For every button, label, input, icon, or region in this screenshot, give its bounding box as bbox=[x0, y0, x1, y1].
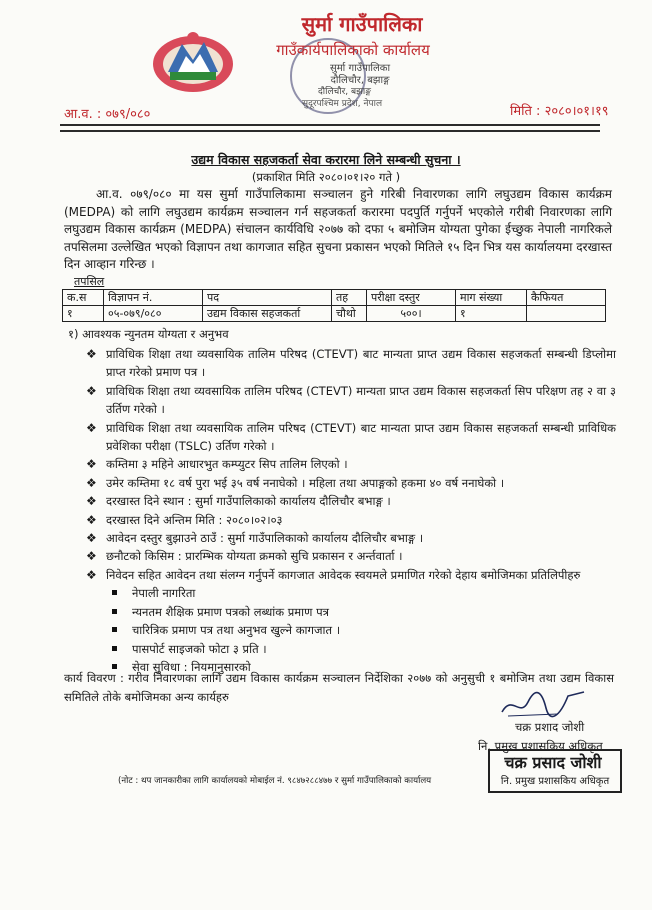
diamond-bullet-icon: ❖ bbox=[86, 531, 97, 546]
diamond-bullet-icon: ❖ bbox=[86, 494, 97, 509]
table-header: क.स bbox=[63, 290, 104, 306]
published-date: (प्रकाशित मिति २०८०।०१।२० गते ) bbox=[251, 170, 401, 184]
table-cell: चौथो bbox=[332, 306, 367, 322]
document-item: सेवा सुविधा : नियमानुसारको bbox=[86, 658, 616, 676]
handwritten-signature bbox=[498, 688, 588, 720]
office-name: गाउँकार्यपालिकाको कार्यालय bbox=[276, 41, 430, 59]
table-header: माग संख्या bbox=[456, 290, 527, 306]
square-bullet-icon bbox=[112, 627, 117, 632]
table-cell: १ bbox=[63, 306, 104, 322]
list-item: ❖ प्राविधिक शिक्षा तथा व्यवसायिक तालिम परिषद (CTEVT) बाट मान्यता प्राप्त उद्यम विकास सहजकर्ता सम्बन्धी प्राविधिक प्रवेशिका परीक्षा (TSLC) उर्तिण गरेको । bbox=[86, 420, 616, 454]
stamp-title: नि. प्रमुख प्रशासकिय अधिकृत bbox=[500, 776, 610, 787]
footer-note: (नोट : थप जानकारीका लागि कार्यालयको मोबाईल नं. ९८४७२८८४७७ र सुर्मा गाउँपालिकाको कार्यालय bbox=[118, 776, 432, 786]
list-item: ❖ प्राविधिक शिक्षा तथा व्यवसायिक तालिम परिषद (CTEVT) बाट मान्यता प्राप्त उद्यम विकास सहजकर्ता सम्बन्धी डिप्लोमा प्राप्त गरेको प्रमाण पत्र । bbox=[86, 347, 616, 380]
table-caption: तपसिल bbox=[74, 275, 105, 288]
list-item: ❖ दरखास्त दिने स्थान : सुर्मा गाउँपालिकाको कार्यालय दौलिचौर बभाङ्ग । bbox=[86, 492, 616, 510]
diamond-bullet-icon: ❖ bbox=[86, 475, 97, 490]
square-bullet-icon bbox=[112, 609, 117, 614]
diamond-bullet-icon: ❖ bbox=[86, 457, 97, 472]
list-item: ❖ उमेर कम्तिमा १८ वर्ष पुरा भई ३५ वर्ष ननाघेको । महिला तथा अपाङ्गको हकमा ४० वर्ष ननाघेको । bbox=[86, 474, 616, 492]
document-item: पासपोर्ट साइजको फोटा ३ प्रति । bbox=[86, 640, 616, 658]
table-header: पद bbox=[203, 290, 332, 306]
table-cell: १ bbox=[456, 306, 527, 322]
table-header: परीक्षा दस्तुर bbox=[367, 290, 456, 306]
requirements-list bbox=[86, 345, 616, 676]
table-row bbox=[63, 306, 606, 322]
document-item: चारित्रिक प्रमाण पत्र तथा अनुभव खुल्ने कागजात । bbox=[86, 621, 616, 639]
table-cell: ५००। bbox=[367, 306, 456, 322]
list-item: ❖ कम्तिमा ३ महिने आधारभुत कम्प्युटर सिप तालिम लिएको । bbox=[86, 455, 616, 473]
diamond-bullet-icon: ❖ bbox=[86, 420, 97, 435]
notice-title: उद्यम विकास सहजकर्ता सेवा करारमा लिने सम्बन्धी सुचना । bbox=[191, 152, 461, 167]
seal-line-2: दौलिचौर, बझाङ्ग bbox=[318, 87, 371, 97]
table-header: कैफियत bbox=[527, 290, 606, 306]
diamond-bullet-icon: ❖ bbox=[86, 512, 97, 527]
nepal-emblem-icon bbox=[150, 30, 236, 94]
diamond-bullet-icon: ❖ bbox=[86, 383, 97, 398]
header-divider-2 bbox=[60, 130, 600, 132]
header-divider bbox=[60, 124, 600, 126]
table-header: तह bbox=[332, 290, 367, 306]
list-item: ❖ छनौटको किसिम : प्रारम्भिक योग्यता क्रमको सुचि प्रकासन र अर्न्तवार्ता । bbox=[86, 547, 616, 565]
work-description: कार्य विवरण : गरीव निवारणका लागि उद्यम विकास कार्यक्रम सञ्चालन निर्देशिका २०७७ को अनुसुची १ बमोजिम तथा उद्यम विकास समितिले तोके बमोजिमका अन्य कार्यहरु bbox=[64, 671, 614, 704]
notice-body: आ.व. ०७९/०८० मा यस सुर्मा गाउँपालिकामा सञ्चालन हुने गरिबी निवारणका लागि लघुउद्यम विकास कार्यक्रम (MEDPA) को लागि लघुउद्यम कार्यक्रम सञ्चालन गर्न सहजकर्ता करारमा पदपुर्ति गर्नुपर्ने भएकोले गरीबी निवारणका लागि लघुउद्यम विकास कार्यक्रम (MEDPA) संचालन कार्यविधि २०७७ को दफा ५ बमोजिम योग्यता पुगेका ईच्छुक नेपाली नागरिकले तपसिलमा उल्लेखित भएको विज्ञापन तथा कागजात सहित सुचना प्रकासन भएको मितिले १५ दिन भित्र यस कार्यालयमा दरखास्त दिन आव्हान गरिन्छ । bbox=[64, 187, 612, 272]
table-header: विज्ञापन नं. bbox=[104, 290, 203, 306]
table-cell bbox=[527, 306, 606, 322]
municipality-name: सुर्मा गाउँपालिका bbox=[301, 12, 423, 36]
diamond-bullet-icon: ❖ bbox=[86, 549, 97, 564]
document-item: न्यनतम शैक्षिक प्रमाण पत्रको लब्धांक प्रमाण पत्र bbox=[86, 603, 616, 621]
signatory-title: नि. प्रमुख प्रशासकिय अधिकृत bbox=[478, 739, 603, 753]
address-line-1: दौलिचौर, बझाङ्ग bbox=[330, 75, 390, 86]
square-bullet-icon bbox=[112, 590, 117, 595]
table-cell: उद्यम विकास सहजकर्ता bbox=[203, 306, 332, 322]
address-line-2: सुदूरपश्चिम प्रदेश, नेपाल bbox=[302, 99, 383, 109]
vacancy-table bbox=[62, 289, 606, 322]
list-item: ❖ निवेदन सहित आवेदन तथा संलग्न गर्नुपर्ने कागजात आवेदक स्वयमले प्रमाणित गरेको देहाय बमोजिमका प्रतिलिपीहरु bbox=[86, 566, 616, 584]
diamond-bullet-icon: ❖ bbox=[86, 567, 97, 582]
document-item: नेपाली नागरिता bbox=[86, 584, 616, 602]
signatory-name: चक्र प्रशाद जोशी bbox=[515, 720, 585, 734]
square-bullet-icon bbox=[112, 646, 117, 651]
fiscal-year: आ.व. : ०७९/०८० bbox=[64, 107, 151, 122]
letter-date: मिति : २०८०।०१।१९ bbox=[510, 104, 609, 119]
stamp-name: चक्र प्रसाद जोशी bbox=[504, 753, 602, 772]
list-item: ❖ दरखास्त दिने अन्तिम मिति : २०८०।०२।०३ bbox=[86, 511, 616, 529]
diamond-bullet-icon: ❖ bbox=[86, 347, 97, 361]
table-cell: ०५-०७९/०८० bbox=[104, 306, 203, 322]
seal-line-1: सुर्मा गाउँपालिका bbox=[329, 63, 391, 74]
table-header-row bbox=[63, 290, 606, 306]
list-item: ❖ आवेदन दस्तुर बुझाउने ठाउँ : सुर्मा गाउँपालिकाको कार्यालय दौलिचौर बभाङ्ग । bbox=[86, 529, 616, 547]
requirements-title: १) आवश्यक न्युनतम योग्यता र अनुभव bbox=[68, 327, 229, 341]
list-item: ❖ प्राविधिक शिक्षा तथा व्यवसायिक तालिम परिषद (CTEVT) मान्यता प्राप्त उद्यम विकास सहजकर्ता सिप परिक्षण तह २ वा ३ उर्तिण गरेको । bbox=[86, 383, 616, 417]
